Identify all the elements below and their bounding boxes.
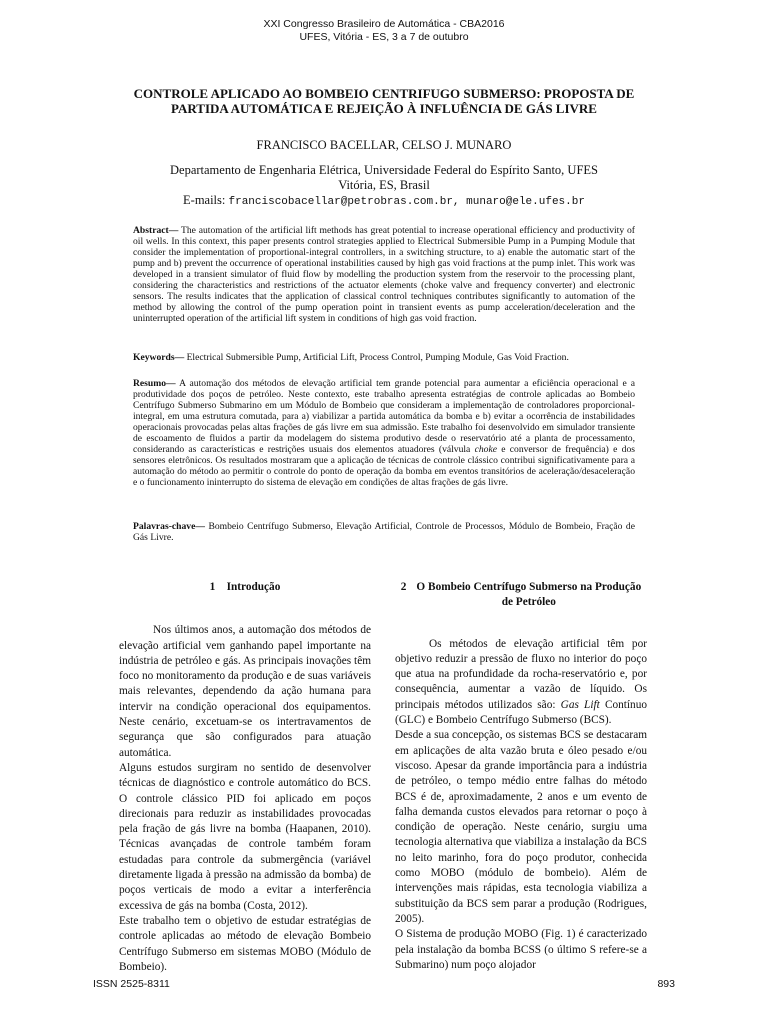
right-column <box>395 580 647 973</box>
emails <box>110 193 658 210</box>
resumo-label: Resumo— <box>133 378 176 389</box>
section-2-paragraph <box>395 637 647 729</box>
section-2-title-line1: O Bombeio Centrífugo Submerso na Produção <box>416 581 642 593</box>
palavras-chave <box>133 521 635 543</box>
conference-location: UFES, Vitória - ES, 3 a 7 de outubro <box>299 31 469 43</box>
affiliation-department: Departamento de Engenharia Elétrica, Universidade Federal do Espírito Santo, UFES <box>170 163 598 177</box>
section-1-paragraph: Alguns estudos surgiram no sentido de desenvolver técnicas de diagnóstico e controle automático do BCS. O controle clássico PID foi aplicado em poços direcionais para reduzir as instabilidades provocadas pela fração de gás livre na bomba (Haapanen, 2010). Técnicas avançadas de controle também foram estudadas para controle da submergência (variável diretamente ligada à pressão na admissão da bomba) de poços verticais de modo a evitar a interferência excessiva de gás na bomba (Costa, 2012). <box>119 761 371 912</box>
section-2-paragraph: Desde a sua concepção, os sistemas BCS se destacaram em aplicações de alta vazão bruta e óleo pesado e/ou viscoso. Apesar da grande importância para a indústria de petróleo, o tempo médio entre falhas do método BCS é de, aproximadamente, 2 anos e um evento de falha demanda custos elevados para retornar o poço à condição de operação. Neste cenário, surgiu uma tecnologia alternativa que viabiliza a instalação da BCS no leito marinho, fora do poço produtor, conhecida como MOBO (módulo de bombeio). Além de intervenções mais rápidas, esta tecnologia viabiliza a substituição da BCS sem parar a produção (Rodrigues, 2005). <box>395 729 647 925</box>
section-2-paragraph: O Sistema de produção MOBO (Fig. 1) é caracterizado pela instalação da bomba BCSS (o último S refere-se a Submarino) num poço alojador <box>395 928 647 971</box>
resumo-choke-term: choke <box>474 444 497 455</box>
resumo-text-b: e conversor de frequência) e dos sensores eletrônicos. Os resultados mostraram que a aplicação de técnicas de controle clássico contribui significativamente para a automação do método ao permitir o controle do ponto de operação da bomba em eventos transitórios de aceleração/desaceleração e o funcionamento ininterrupto do sistema de elevação em condições de altas frações de gás livre. <box>133 444 635 488</box>
emails-list: franciscobacellar@petrobras.com.br, munaro@ele.ufes.br <box>228 196 585 208</box>
section-1-paragraph: Nos últimos anos, a automação dos métodos de elevação artificial vem ganhando papel importante na indústria de petróleo e gás. As principais inovações têm foco no monitoramento da produção e de suas variáveis mais relevantes, dependendo da ação humana para intervir na condição operacional dos equipamentos. Neste cenário, excetuam-se os intertravamentos de segurança que são configurados para atuação automática. <box>119 624 371 759</box>
section-1-heading <box>119 580 371 595</box>
paper-title: CONTROLE APLICADO AO BOMBEIO CENTRIFUGO SUBMERSO: PROPOSTA DE PARTIDA AUTOMÁTICA E REJEIÇÃO À INFLUÊNCIA DE GÁS LIVRE <box>133 86 635 116</box>
resumo-text-a: A automação dos métodos de elevação artificial tem grande potencial para aumentar a eficiência operacional e a produtividade dos poços de petróleo. Neste contexto, este trabalho apresenta estratégias de controle aplicadas ao Bombeio Centrífugo Submerso Submarino em um Módulo de Bombeio que consideram a implementação de controladores proporcional-integral, em uma estrutura comutada, para a) viabilizar a partida automática da bomba e b) evitar a ocorrência de instabilidades operacionais provocadas pelas altas frações de gás livre em sua admissão. Este trabalho foi desenvolvido em simulador transiente de escoamento de fluidos a partir da modelagem do sistema produtivo desde o reservatório até a planta de processamento, considerando as características e restrições usuais dos elementos atuadores (válvula <box>133 378 635 455</box>
abstract <box>133 225 635 324</box>
section-2-heading <box>395 580 647 611</box>
issn: ISSN 2525-8311 <box>93 978 170 990</box>
palavras-text: Bombeio Centrífugo Submerso, Elevação Artificial, Controle de Processos, Módulo de Bombeio, Fração de Gás Livre. <box>133 521 635 543</box>
section-1-number: 1 <box>209 581 216 593</box>
keywords-text: Electrical Submersible Pump, Artificial Lift, Process Control, Pumping Module, Gas Void Fraction. <box>184 352 569 363</box>
abstract-text: The automation of the artificial lift methods has great potential to increase operational efficiency and productivity of oil wells. In this context, this paper presents control strategies applied to Electrical Submersible Pump in a Pumping Module that consider the implementation of proportional-integral controllers, in a switching structure, to a) enable the automatic start of the pump and b) prevent the occurrence of operational instabilities caused by high gas void fractions at the pump inlet. This work was developed in a transient simulator of fluid flow by modelling the production system from the reservoir to the processing plant, considering the characteristics and restrictions of the actuator elements (choke valve and frequency converter) and electronic sensors. The results indicates that the application of classical control techniques contributes significantly to automation of the method by allowing the control of the pump operation point in transient events as pump acceleration/deceleration and the uninterrupted operation of the artificial lift system in conditions of high gas void fraction. <box>133 225 635 324</box>
left-column <box>119 580 371 975</box>
section-2-title-line2: de Petróleo <box>501 596 556 609</box>
authors: FRANCISCO BACELLAR, CELSO J. MUNARO <box>256 138 512 152</box>
gas-lift-term: Gas Lift <box>560 698 600 711</box>
keywords <box>133 352 635 363</box>
affiliation <box>110 163 658 193</box>
affiliation-city: Vitória, ES, Brasil <box>338 178 430 192</box>
abstract-label: Abstract— <box>133 225 179 236</box>
page-number: 893 <box>657 978 675 990</box>
emails-label: E-mails: <box>183 193 226 207</box>
section-1-paragraph: Este trabalho tem o objetivo de estudar estratégias de controle aplicadas ao método de elevação Bombeio Centrífugo Submerso em sistemas MOBO (Módulo de Bombeio). <box>119 914 371 973</box>
section-2-p1-b: Contínuo (GLC) e Bombeio Centrífugo Submerso (BCS). <box>395 698 647 727</box>
conference-name: XXI Congresso Brasileiro de Automática - CBA2016 <box>263 18 505 30</box>
section-1-title: Introdução <box>226 581 281 593</box>
section-2-p1-a: Os métodos de elevação artificial têm por objetivo reduzir a pressão de fluxo no interior do poço que atua na profundidade da rocha-reservatório e, por consequência, aumentar a vazão de líquido. Os principais métodos utilizados são: <box>395 637 647 711</box>
conference-header <box>0 18 768 44</box>
section-2-number: 2 <box>400 581 407 593</box>
keywords-label: Keywords— <box>133 352 185 363</box>
resumo <box>133 378 635 488</box>
palavras-label: Palavras-chave— <box>133 521 205 532</box>
